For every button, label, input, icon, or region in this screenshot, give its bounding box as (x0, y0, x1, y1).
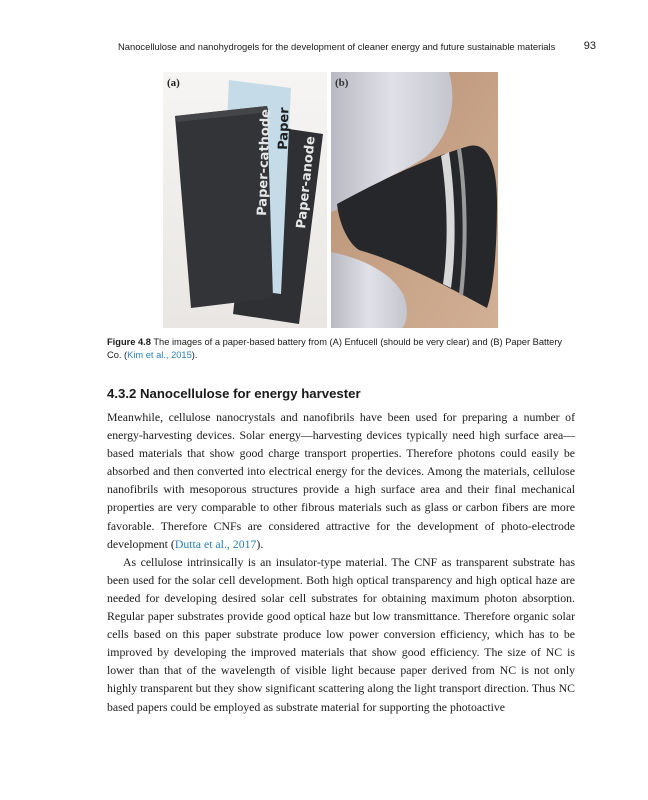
paragraph-1-text: Meanwhile, cellulose nanocrystals and nanofibrils have been used for preparing a number of energy-harvesting devices. Solar energy—harvesting devices typically need high surface area—based materials that show good charge transport properties. Therefore photons could easily be absorbed and then converted into electrical energy for the devices. Among the materials, cellulose nanofibrils with mesoporous structures provide a high surface area and their final mechanical properties are very comparable to other fibrous materials such as glass or carbon fibers are more favorable. Therefore CNFs are considered attractive for the development of photo-electrode development ( (107, 410, 575, 551)
panel-a-label: (a) (167, 77, 180, 89)
body-text (107, 408, 575, 716)
section-heading: 4.3.2 Nanocellulose for energy harvester (107, 386, 361, 401)
page-number: 93 (583, 40, 596, 52)
figure-4-8 (163, 72, 498, 328)
paper-cathode-label: Paper-cathode (255, 108, 274, 217)
paper-label: Paper (276, 107, 293, 151)
running-head-title: Nanocellulose and nanohydrogels for the development of cleaner energy and future sustainable materials (118, 41, 556, 52)
paper-anode-label: Paper-anode (294, 135, 319, 230)
figure-panel-b (331, 72, 498, 328)
figure-caption-end: ). (191, 350, 198, 360)
figure-panel-a (163, 72, 327, 328)
paragraph-1 (107, 408, 575, 553)
flexible-battery-photo (331, 72, 498, 328)
caption-citation-link[interactable]: Kim et al., 2015 (127, 350, 192, 360)
figure-caption (107, 336, 575, 362)
figure-caption-text: The images of a paper-based battery from (A) Enfucell (should be very clear) and (B) Paper Battery Co. ( (107, 337, 563, 360)
paragraph-1-citation-link[interactable]: Dutta et al., 2017 (174, 536, 257, 551)
panel-b-label: (b) (335, 77, 349, 89)
paper-battery-sheets-image (163, 72, 327, 328)
paragraph-2: As cellulose intrinsically is an insulator-type material. The CNF as transparent substrate has been used for the solar cell development. Both high optical transparency and high optical haze are needed for developing desired solar cell substrates for obtaining maximum photon absorption. Regular paper substrates provide good optical haze but low transmittance. Therefore organic solar cells based on this paper substrate produce low power conversion efficiency, which has to be improved by developing the improved materials that show good efficiency. The size of NC is lower than that of the wavelength of visible light because paper derived from NC is not only highly transparent but they show significant scattering along the light transport direction. Thus NC based papers could be employed as substrate material for supporting the photoactive (107, 554, 575, 714)
paragraph-1-end: ). (256, 536, 264, 551)
figure-label: Figure 4.8 (107, 337, 151, 347)
